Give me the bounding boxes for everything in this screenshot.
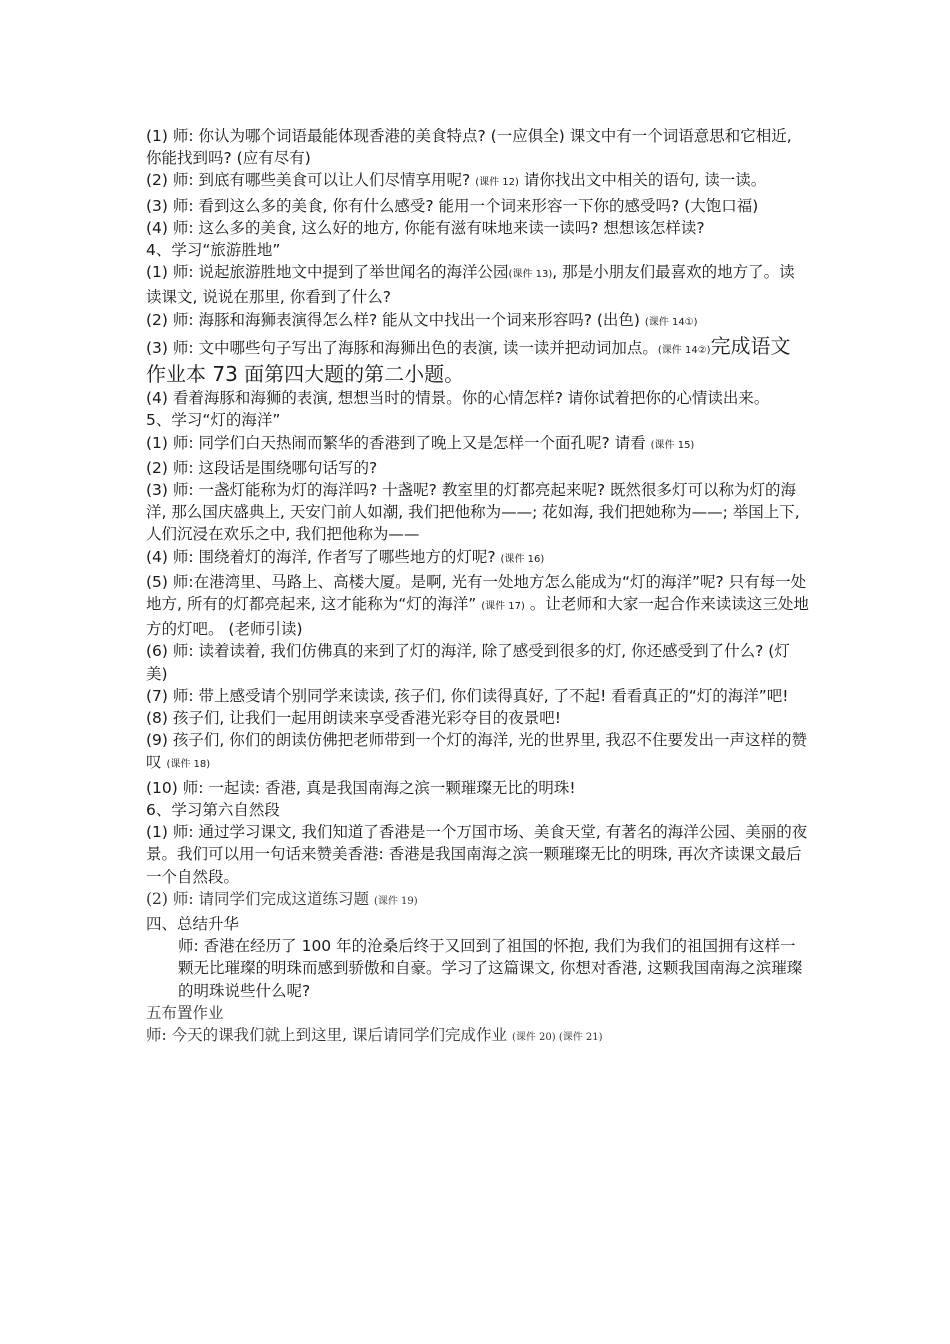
courseware-note: (课件 14①) (644, 316, 698, 328)
paragraph-lights-q1: (1) 师: 同学们白天热闹而繁华的香港到了晚上又是怎样一个面孔呢? 请看 (课件 15) (146, 433, 695, 452)
section-heading-paragraph-six: 6、学习第六自然段 (146, 800, 280, 819)
paragraph-lights-q6: (6) 师: 读着读着, 我们仿佛真的来到了灯的海洋, 除了感受到很多的灯, 你还感受到了什么? (灯美) (146, 642, 790, 683)
paragraph-lights-q3: (3) 师: 一盏灯能称为灯的海洋吗? 十盏呢? 教室里的灯都亮起来呢? 既然很多灯可以称为灯的海洋, 那么国庆盛典上, 天安门前人如潮, 我们把他称为——; 花如海, 我们把她称为——; 举国上下, 人们沉浸在欢乐之中, 我们把他称为—— (146, 481, 800, 544)
homework-emphasis: 完成语文作业本 73 面第四大题的第二小题。 (146, 333, 791, 387)
courseware-note: (课件 18) (166, 759, 211, 771)
courseware-note: (课件 13) (508, 269, 553, 281)
courseware-note: (课件 14②) (657, 344, 711, 356)
paragraph-tourism-q2: (2) 师: 海豚和海狮表演得怎么样? 能从文中找出一个词来形容吗? (出色) (课件 14①) (146, 310, 698, 329)
paragraph-food-q3: (3) 师: 看到这么多的美食, 你有什么感受? 能用一个词来形容一下你的感受吗? (大饱口福) (146, 196, 759, 215)
paragraph-lights-q5: (5) 师:在港湾里、马路上、高楼大厦。是啊, 光有一处地方怎么能成为“灯的海洋”呢? 只有每一处地方, 所有的灯都亮起来, 这才能称为“灯的海洋” (课件 17) 。让老师和大家一起合作来读读这三处地方的灯吧。 (老师引读) (146, 572, 809, 639)
section-heading-summary: 四、总结升华 (146, 914, 240, 933)
paragraph-food-q2: (2) 师: 到底有哪些美食可以让人们尽情享用呢? (课件 12) 请你找出文中相关的语句, 读一读。 (146, 171, 767, 190)
courseware-note: (课件 17) (481, 601, 525, 613)
section-heading-homework: 五布置作业 (146, 1003, 224, 1022)
paragraph-lights-q9: (9) 孩子们, 你们的朗读仿佛把老师带到一个灯的海洋, 光的世界里, 我忍不住要发出一声这样的赞叹 (课件 18) (146, 731, 807, 772)
paragraph-lights-q7: (7) 师: 带上感受请个别同学来读读, 孩子们, 你们读得真好, 了不起! 看看真正的“灯的海洋”吧! (146, 686, 789, 705)
paragraph-summary: 师: 香港在经历了 100 年的沧桑后终于又回到了祖国的怀抱, 我们为我们的祖国拥有这样一颗无比璀璨的明珠而感到骄傲和自豪。学习了这篇课文, 你想对香港, 这颗我国南海之滨璀璨的明珠说些什么呢? (178, 937, 803, 1000)
courseware-note: (课件 16) (500, 553, 545, 565)
paragraph-lights-q4: (4) 师: 围绕着灯的海洋, 作者写了哪些地方的灯呢? (课件 16) (146, 547, 545, 566)
paragraph-tourism-q4: (4) 看着海豚和海狮的表演, 想想当时的情景。你的心情怎样? 请你试着把你的心情读出来。 (146, 389, 770, 408)
section-heading-tourism: 4、学习“旅游胜地” (146, 241, 281, 260)
paragraph-lights-q2: (2) 师: 这段话是围绕哪句话写的? (146, 458, 378, 477)
paragraph-lights-q10: (10) 师: 一起读: 香港, 真是我国南海之滨一颗璀璨无比的明珠! (146, 778, 576, 797)
courseware-note: (课件 15) (650, 439, 695, 451)
lesson-plan-text (146, 125, 810, 1049)
courseware-note: (课件 19) (373, 895, 418, 907)
paragraph-lights-q8: (8) 孩子们, 让我们一起用朗读来享受香港光彩夺目的夜景吧! (146, 709, 561, 728)
paragraph-six-q2: (2) 师: 请同学们完成这道练习题 (课件 19) (146, 889, 418, 908)
paragraph-homework: 师: 今天的课我们就上到这里, 课后请同学们完成作业 (课件 20) (课件 21) (146, 1025, 603, 1044)
paragraph-food-q1: (1) 师: 你认为哪个词语最能体现香港的美食特点? (一应俱全) 课文中有一个词语意思和它相近, 你能找到吗? (应有尽有) (146, 127, 792, 168)
courseware-note: (课件 20) (课件 21) (511, 1031, 603, 1043)
paragraph-six-q1: (1) 师: 通过学习课文, 我们知道了香港是一个万国市场、美食天堂, 有著名的海洋公园、美丽的夜景。我们可以用一句话来赞美香港: 香港是我国南海之滨一颗璀璨无比的明珠, 再次齐读课文最后一个自然段。 (146, 823, 808, 886)
paragraph-tourism-q1: (1) 师: 说起旅游胜地文中提到了举世闻名的海洋公园(课件 13), 那是小朋友们最喜欢的地方了。读读课文, 说说在那里, 你看到了什么? (146, 263, 795, 307)
section-heading-lights: 5、学习“灯的海洋” (146, 411, 281, 430)
courseware-note: (课件 12) (475, 177, 519, 189)
paragraph-tourism-q3: (3) 师: 文中哪些句子写出了海豚和海狮出色的表演, 读一读并把动词加点。(课件 14②)完成语文作业本 73 面第四大题的第二小题。 (146, 333, 791, 387)
paragraph-food-q4: (4) 师: 这么多的美食, 这么好的地方, 你能有滋有味地来读一读吗? 想想该怎样读? (146, 218, 705, 237)
